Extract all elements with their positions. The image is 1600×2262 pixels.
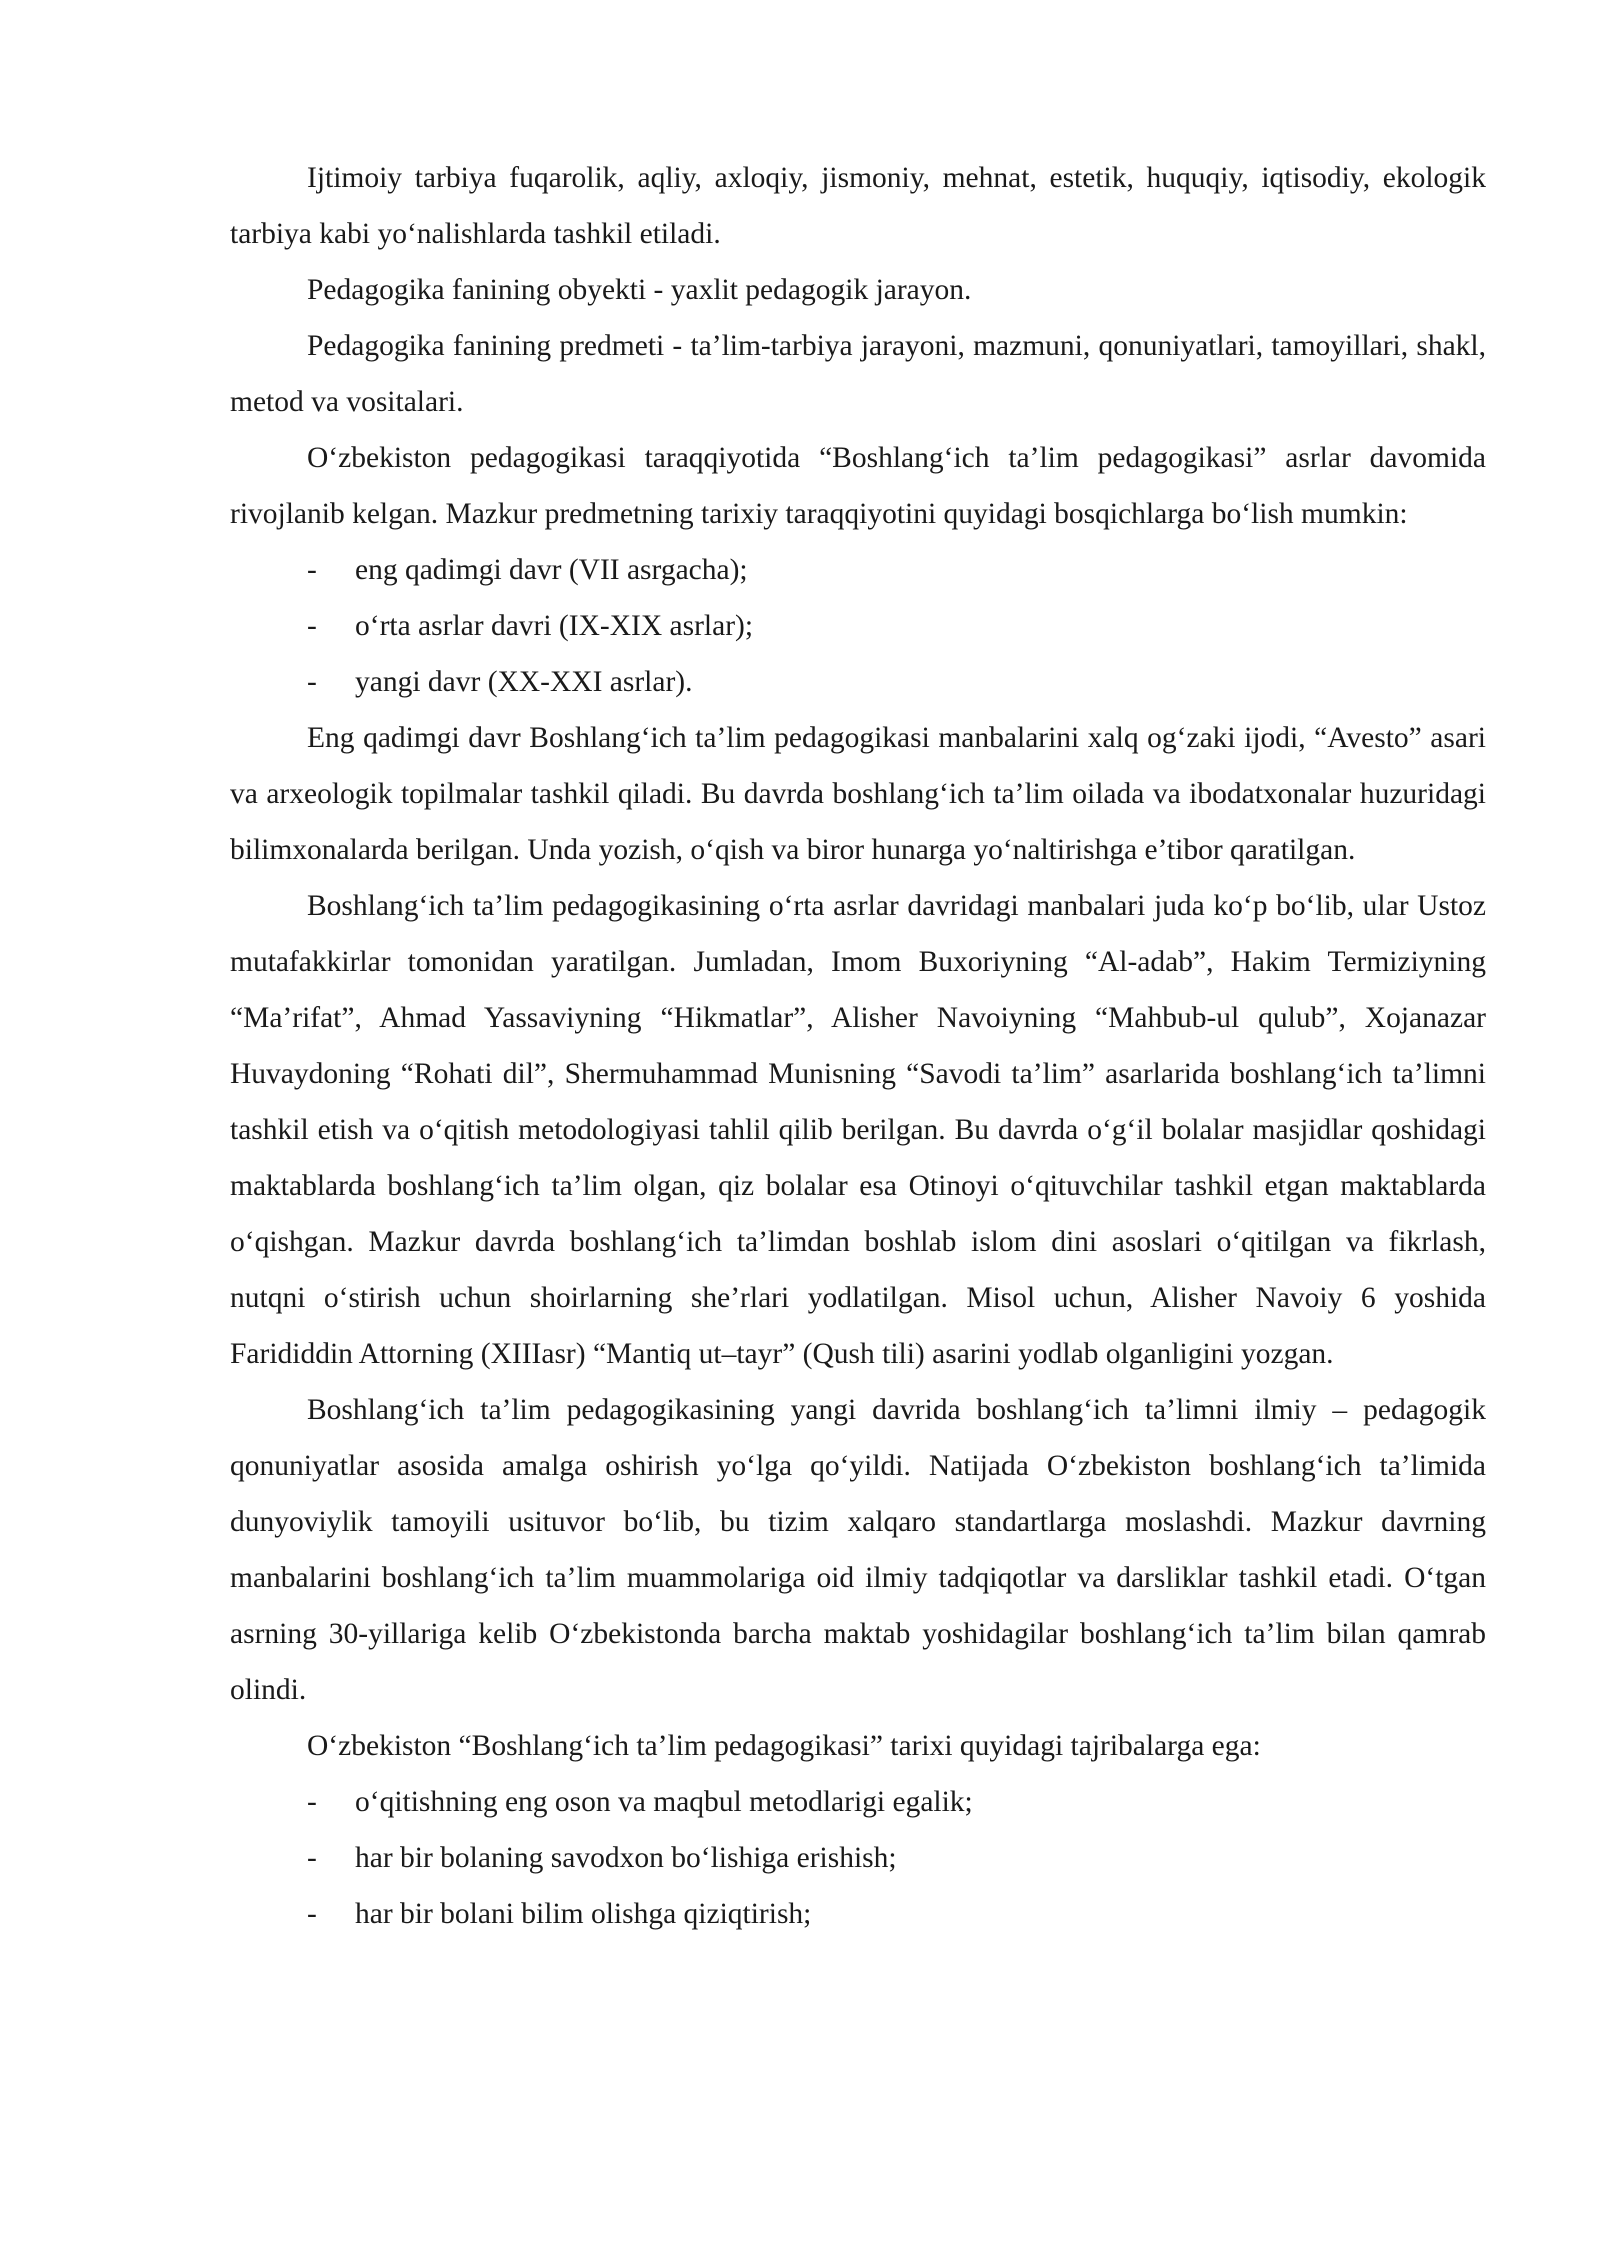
list-dash: - <box>307 610 317 642</box>
list-item-text: har bir bolaning savodxon bo‘lishiga erishish; <box>355 1842 897 1874</box>
paragraph-ancient-period: Eng qadimgi davr Boshlang‘ich ta’lim pedagogikasi manbalarini xalq og‘zaki ijodi, “Avesto” asari va arxeologik topilmalar tashkil qiladi. Bu davrda boshlang‘ich ta’lim oilada va ibodatxonalar huzuridagi bilimxonalarda berilgan. Unda yozish, o‘qish va biror hunarga yo‘naltirishga e’tibor qaratilgan. <box>230 722 1486 866</box>
list-dash: - <box>307 666 317 698</box>
paragraph-experiences-intro: O‘zbekiston “Boshlang‘ich ta’lim pedagogikasi” tarixi quyidagi tajribalarga ega: <box>307 1730 1261 1762</box>
list-dash: - <box>307 1898 317 1930</box>
list-item <box>230 1830 1486 1886</box>
list-dash: - <box>307 1842 317 1874</box>
paragraph-pedagogy-subject: Pedagogika fanining predmeti - ta’lim-tarbiya jarayoni, mazmuni, qonuniyatlari, tamoyillari, shakl, metod va vositalari. <box>230 330 1486 418</box>
stages-list <box>230 542 1486 710</box>
list-item <box>230 598 1486 654</box>
list-item <box>230 654 1486 710</box>
list-item-text: o‘rta asrlar davri (IX-XIX asrlar); <box>355 610 754 642</box>
paragraph-new-period: Boshlang‘ich ta’lim pedagogikasining yangi davrida boshlang‘ich ta’limni ilmiy – pedagogik qonuniyatlar asosida amalga oshirish yo‘lga qo‘yildi. Natijada O‘zbekiston boshlang‘ich ta’limida dunyoviylik tamoyili usituvor bo‘lib, bu tizim xalqaro standartlarga moslashdi. Mazkur davrning manbalarini boshlang‘ich ta’lim muammolariga oid ilmiy tadqiqotlar va darsliklar tashkil etadi. O‘tgan asrning 30-yillariga kelib O‘zbekistonda barcha maktab yoshidagilar boshlang‘ich ta’lim bilan qamrab olindi. <box>230 1394 1486 1706</box>
document-body <box>230 150 1486 1942</box>
paragraph-medieval-period: Boshlang‘ich ta’lim pedagogikasining o‘rta asrlar davridagi manbalari juda ko‘p bo‘lib, ular Ustoz mutafakkirlar tomonidan yaratilgan. Jumladan, Imom Buxoriyning “Al-adab”, Hakim Termiziyning “Ma’rifat”, Ahmad Yassaviyning “Hikmatlar”, Alisher Navoiyning “Mahbub-ul qulub”, Xojanazar Huvaydoning “Rohati dil”, Shermuhammad Munisning “Savodi ta’lim” asarlarida boshlang‘ich ta’limni tashkil etish va o‘qitish metodologiyasi tahlil qilib berilgan. Bu davrda o‘g‘il bolalar masjidlar qoshidagi maktablarda boshlang‘ich ta’lim olgan, qiz bolalar esa Otinoyi o‘qituvchilar tashkil etgan maktablarda o‘qishgan. Mazkur davrda boshlang‘ich ta’limdan boshlab islom dini asoslari o‘qitilgan va fikrlash, nutqni o‘stirish uchun shoirlarning she’rlari yodlatilgan. Misol uchun, Alisher Navoiy 6 yoshida Farididdin Attorning (XIIIasr) “Mantiq ut–tayr” (Qush tili) asarini yodlab olganligini yozgan. <box>230 890 1486 1370</box>
paragraph-development-stages: O‘zbekiston pedagogikasi taraqqiyotida “Boshlang‘ich ta’lim pedagogikasi” asrlar davomida rivojlanib kelgan. Mazkur predmetning tarixiy taraqqiyotini quyidagi bosqichlarga bo‘lish mumkin: <box>230 442 1486 530</box>
list-item <box>230 1774 1486 1830</box>
list-item-text: o‘qitishning eng oson va maqbul metodlarigi egalik; <box>355 1786 973 1818</box>
list-item <box>230 542 1486 598</box>
list-item-text: har bir bolani bilim olishga qiziqtirish; <box>355 1898 812 1930</box>
list-item-text: yangi davr (XX-XXI asrlar). <box>355 666 693 698</box>
list-dash: - <box>307 554 317 586</box>
list-item-text: eng qadimgi davr (VII asrgacha); <box>355 554 748 586</box>
list-item <box>230 1886 1486 1942</box>
list-dash: - <box>307 1786 317 1818</box>
paragraph-social-upbringing: Ijtimoiy tarbiya fuqarolik, aqliy, axloqiy, jismoniy, mehnat, estetik, huquqiy, iqtisodiy, ekologik tarbiya kabi yo‘nalishlarda tashkil etiladi. <box>230 162 1486 250</box>
paragraph-pedagogy-object: Pedagogika fanining obyekti - yaxlit pedagogik jarayon. <box>307 274 972 306</box>
experiences-list <box>230 1774 1486 1942</box>
